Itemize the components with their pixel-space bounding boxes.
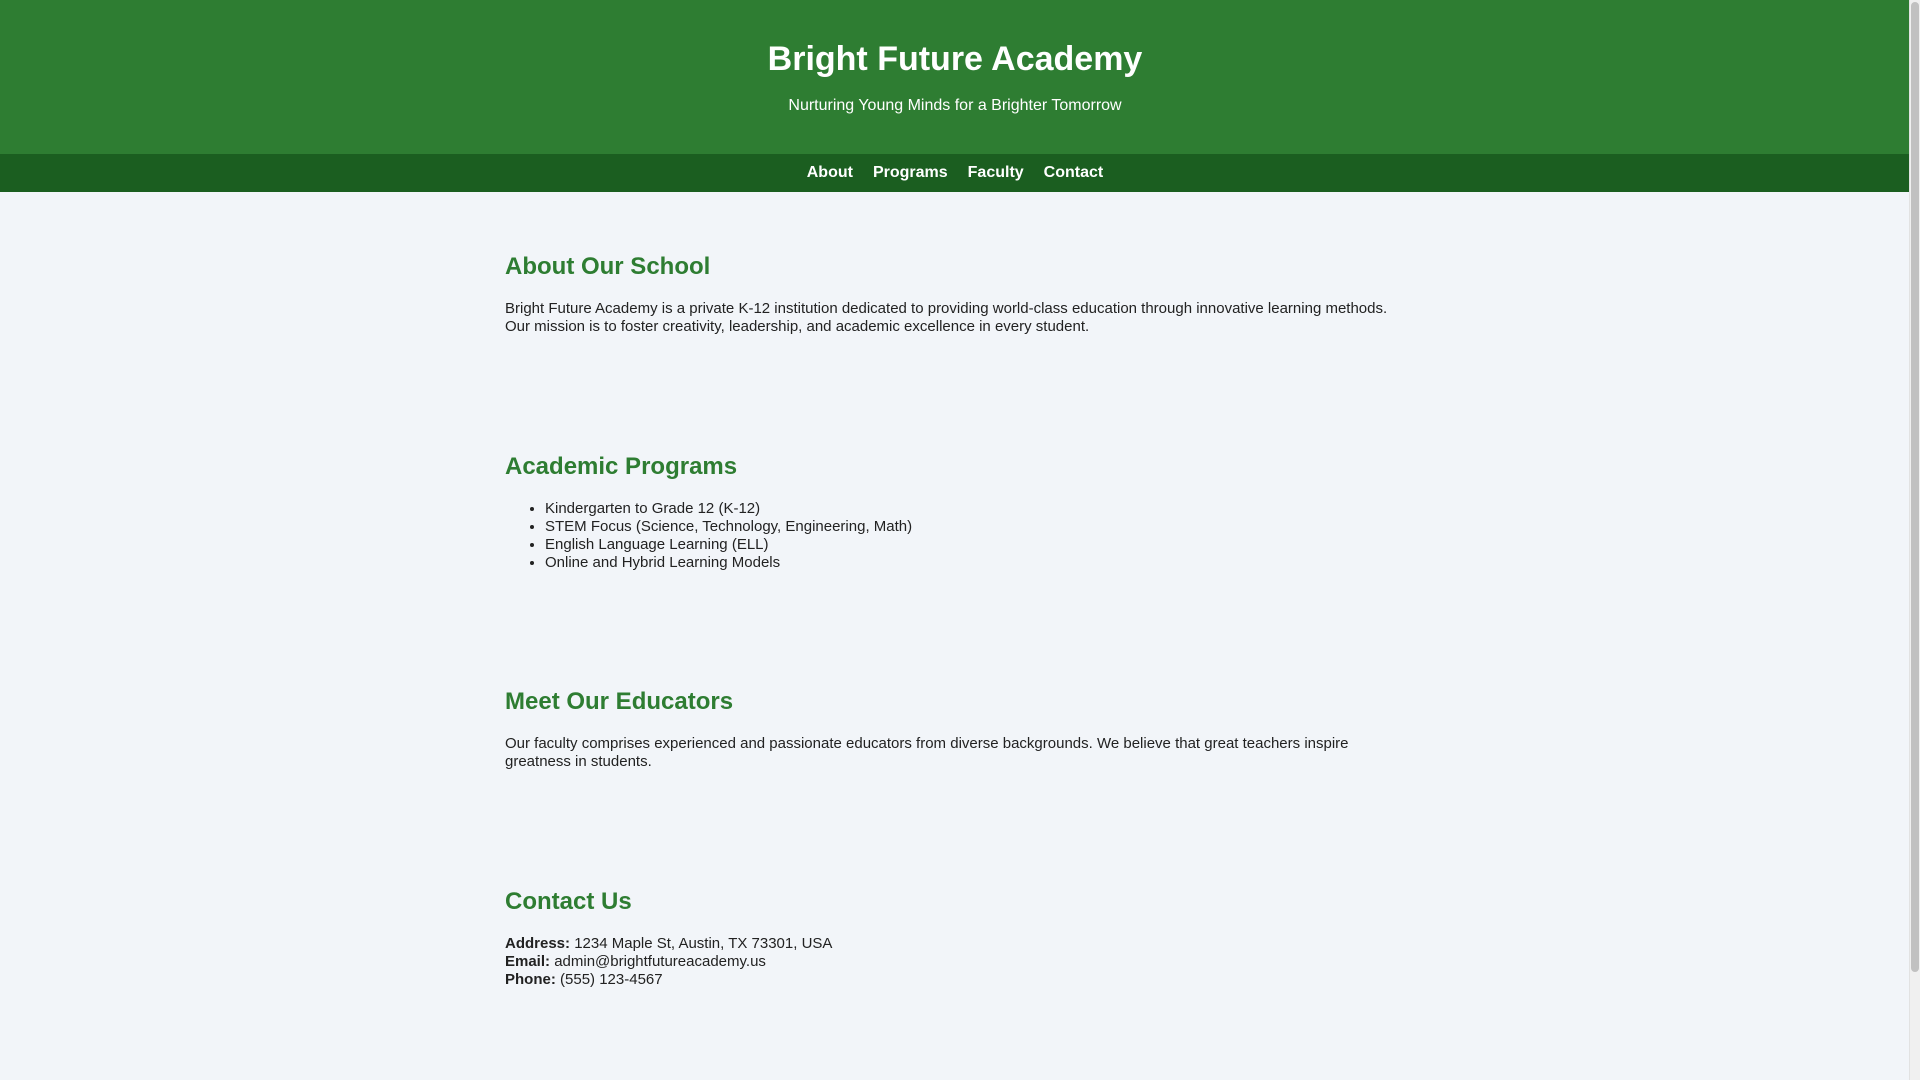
- contact-address: [505, 935, 1405, 953]
- scrollbar-thumb[interactable]: [1911, 2, 1919, 972]
- address-label: Address:: [505, 935, 571, 952]
- nav-link-programs[interactable]: Programs: [872, 164, 948, 181]
- main-nav: [0, 154, 1910, 192]
- contact-section: [505, 887, 1405, 1080]
- site-header: [0, 0, 1910, 154]
- program-item: • STEM Focus (Science, Technology, Engineering, Math): [545, 518, 1405, 536]
- site-title: Bright Future Academy: [767, 40, 1143, 78]
- about-text: Bright Future Academy is a private K-12 institution dedicated to providing world-class education through innovative learning methods. Our mission is to foster creativity, leadership, and academic excellence in every student.: [505, 300, 1388, 335]
- program-item: • Online and Hybrid Learning Models: [545, 554, 1405, 572]
- program-item: • Kindergarten to Grade 12 (K-12): [545, 500, 1405, 518]
- faculty-section: [505, 687, 1405, 887]
- phone-value: (555) 123-4567: [560, 971, 663, 988]
- nav-link-about[interactable]: About: [806, 164, 853, 181]
- contact-heading: Contact Us: [505, 888, 632, 915]
- phone-label: Phone:: [505, 971, 556, 988]
- email-value: admin@brightfutureacademy.us: [554, 953, 766, 970]
- site-tagline: Nurturing Young Minds for a Brighter Tomorrow: [788, 97, 1122, 114]
- contact-phone: [505, 971, 1405, 989]
- faculty-text: Our faculty comprises experienced and passionate educators from diverse backgrounds. We believe that great teachers inspire greatness in students.: [505, 735, 1349, 770]
- about-section: [505, 252, 1405, 452]
- programs-section: [505, 452, 1405, 687]
- nav-link-faculty[interactable]: Faculty: [967, 164, 1024, 181]
- program-item: • English Language Learning (ELL): [545, 536, 1405, 554]
- faculty-heading: Meet Our Educators: [505, 688, 734, 715]
- email-label: Email:: [505, 953, 551, 970]
- nav-link-contact[interactable]: Contact: [1043, 164, 1104, 181]
- contact-email: [505, 953, 1405, 971]
- program-list: [505, 500, 1405, 572]
- about-heading: About Our School: [505, 253, 711, 280]
- vertical-scrollbar[interactable]: [1909, 0, 1920, 1080]
- main-content: [505, 192, 1405, 1080]
- programs-heading: Academic Programs: [505, 453, 738, 480]
- address-value: 1234 Maple St, Austin, TX 73301, USA: [574, 935, 833, 952]
